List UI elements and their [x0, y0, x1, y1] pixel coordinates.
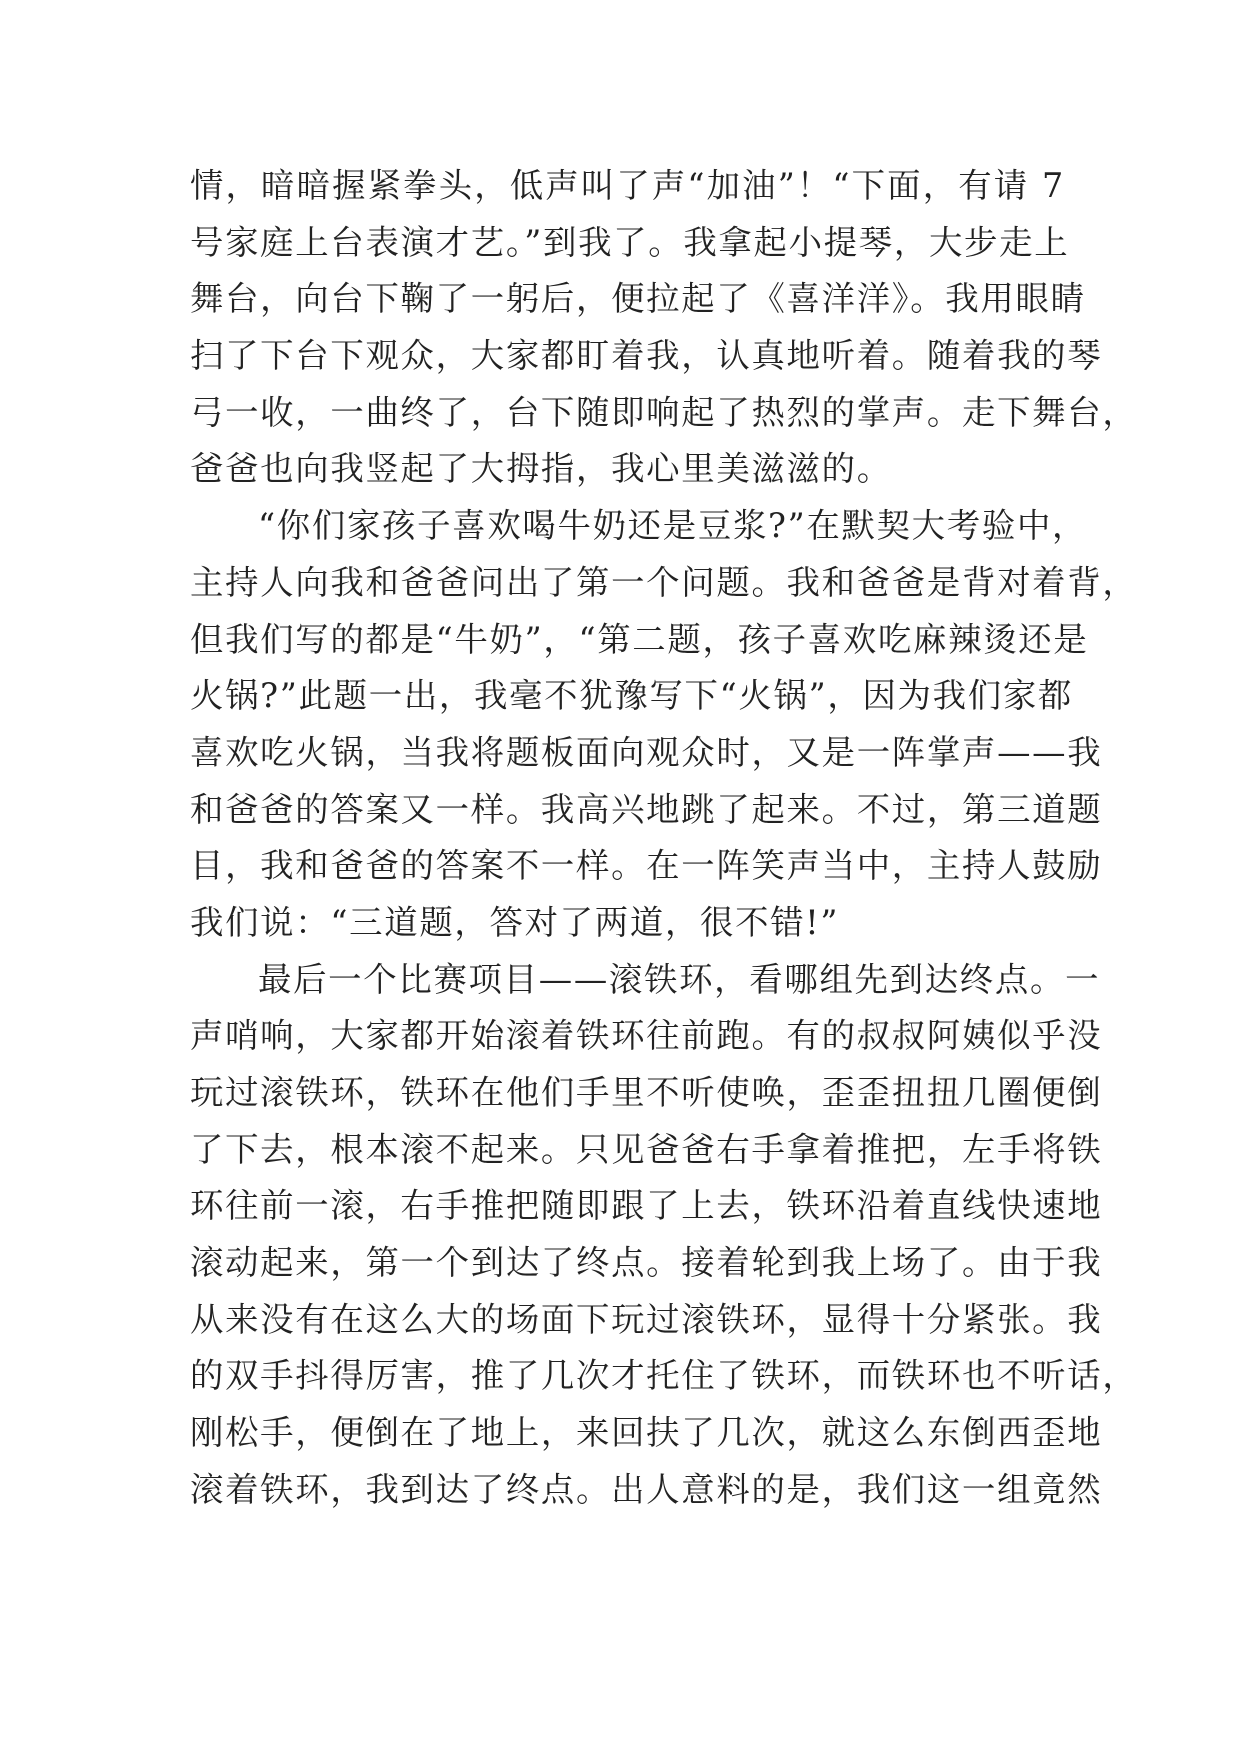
text-line: 了下去，根本滚不起来。只见爸爸右手拿着推把，左手将铁: [190, 1129, 1103, 1169]
text-line: 爸爸也向我竖起了大拇指，我心里美滋滋的。: [190, 449, 892, 489]
text-line: 但我们写的都是“牛奶”，“第二题，孩子喜欢吃麻辣烫还是: [190, 619, 1089, 659]
text-line: 声哨响，大家都开始滚着铁环往前跑。有的叔叔阿姨似乎没: [190, 1016, 1103, 1056]
text-line: 玩过滚铁环，铁环在他们手里不听使唤，歪歪扭扭几圈便倒: [190, 1073, 1103, 1112]
body-text: [190, 158, 1138, 1519]
text-line: 滚动起来，第一个到达了终点。接着轮到我上场了。由于我: [190, 1243, 1103, 1283]
text-line: 我们说：“三道题，答对了两道，很不错!”: [190, 902, 840, 942]
text-line: 弓一收，一曲终了，台下随即响起了热烈的掌声。走下舞台，: [190, 392, 1138, 432]
text-line: 的双手抖得厉害，推了几次才托住了铁环，而铁环也不听话，: [190, 1356, 1138, 1396]
text-line: 滚着铁环，我到达了终点。出人意料的是，我们这一组竟然: [190, 1469, 1103, 1509]
text-line: 主持人向我和爸爸问出了第一个问题。我和爸爸是背对着背，: [190, 562, 1138, 602]
text-line: 和爸爸的答案又一样。我高兴地跳了起来。不过，第三道题: [190, 789, 1103, 829]
text-line: 号家庭上台表演才艺。”到我了。我拿起小提琴，大步走上: [190, 222, 1070, 262]
text-line: 扫了下台下观众，大家都盯着我，认真地听着。随着我的琴: [190, 336, 1103, 376]
text-line: 从来没有在这么大的场面下玩过滚铁环，显得十分紧张。我: [190, 1299, 1103, 1339]
text-line: 喜欢吃火锅，当我将题板面向观众时，又是一阵掌声——我: [190, 732, 1103, 772]
text-line: 舞台，向台下鞠了一躬后，便拉起了《喜洋洋》。我用眼睛: [190, 279, 1086, 319]
text-line: 刚松手，便倒在了地上，来回扶了几次，就这么东倒西歪地: [190, 1413, 1103, 1453]
paragraph-first-line: “你们家孩子喜欢喝牛奶还是豆浆?”在默契大考验中，: [258, 506, 1088, 546]
text-line: 目，我和爸爸的答案不一样。在一阵笑声当中，主持人鼓励: [190, 846, 1103, 886]
text-line: 环往前一滚，右手推把随即跟了上去，铁环沿着直线快速地: [190, 1186, 1103, 1226]
text-line: 火锅?”此题一出，我毫不犹豫写下“火锅”，因为我们家都: [190, 676, 1073, 716]
paragraph-first-line: 最后一个比赛项目——滚铁环，看哪组先到达终点。一: [258, 959, 1101, 999]
text-line: 情，暗暗握紧拳头，低声叫了声“加油”！“下面，有请 7: [190, 166, 1065, 205]
